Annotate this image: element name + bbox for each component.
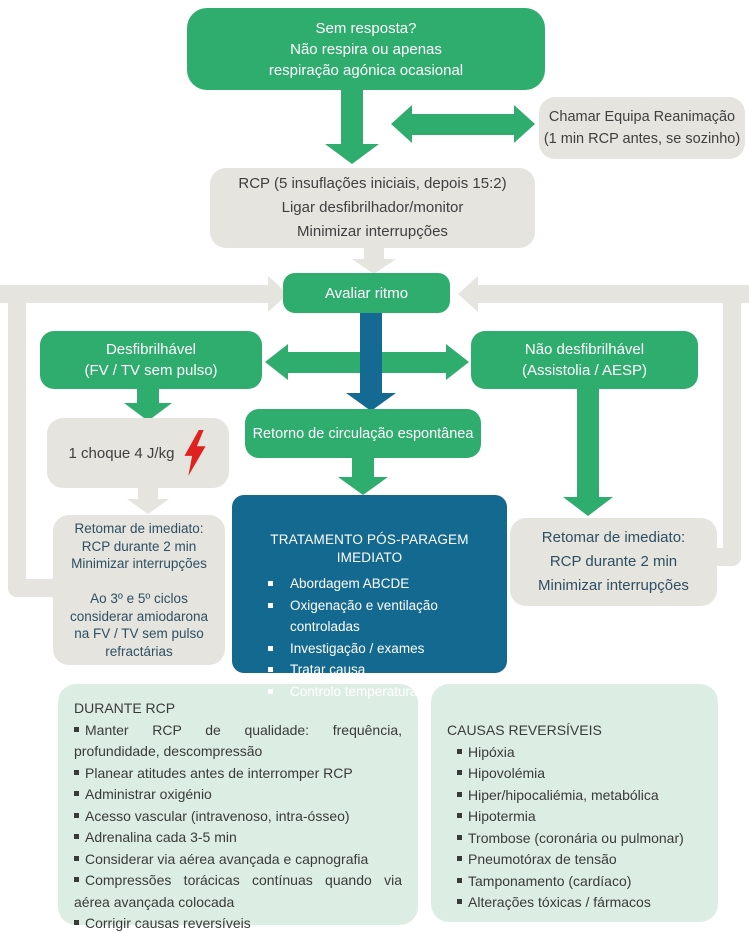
- no-response-line1: Sem resposta?: [315, 19, 417, 37]
- reversible-cause-item: [447, 806, 704, 828]
- reversible-cause-text: Pneumotórax de tensão: [468, 851, 617, 867]
- reversible-cause-text: Hipotermia: [468, 808, 536, 824]
- loop-stub-left: [8, 579, 56, 597]
- post-arrest-item: Tratar causa: [266, 659, 497, 681]
- square-bullet-icon: [74, 877, 79, 882]
- shock-box: [47, 418, 229, 488]
- arrow-rosc-to-postarrest-head-icon: [338, 477, 388, 495]
- reversible-causes-panel: [431, 684, 718, 922]
- resume-right-line3: Minimizar interrupções: [538, 577, 689, 594]
- resume-right-line1: Retomar de imediato:: [541, 529, 686, 546]
- post-arrest-item: Investigação / exames: [266, 638, 497, 660]
- arrow-cpr-to-assess-head-icon: [352, 259, 396, 274]
- during-cpr-item-text: Corrigir causas reversíveis: [85, 915, 251, 931]
- square-bullet-icon: [457, 792, 462, 797]
- arrow-cpr-to-assess: [364, 246, 384, 260]
- loop-band-left: [0, 285, 272, 303]
- reversible-cause-text: Hiper/hipocaliémia, metabólica: [468, 786, 659, 803]
- call-team-line2: (1 min RCP antes, se sozinho): [543, 131, 741, 147]
- resume-left-line7: refractárias: [105, 643, 173, 659]
- shockable-box: [40, 331, 262, 389]
- square-bullet-icon: [74, 770, 79, 775]
- arrow-call-team-left-head-icon: [391, 105, 412, 143]
- during-cpr-item-text: Considerar via aérea avançada e capnografia: [85, 850, 369, 867]
- reversible-cause-text: Tamponamento (cardíaco): [468, 872, 632, 889]
- call-team-line1: Chamar Equipa Reanimação: [548, 109, 736, 125]
- during-cpr-item: [74, 763, 402, 785]
- reversible-cause-item: [447, 871, 704, 893]
- reversible-cause-text: Trombose (coronária ou pulmonar): [468, 829, 684, 846]
- reversible-cause-item: [447, 849, 704, 871]
- during-cpr-item: [74, 849, 402, 871]
- during-cpr-item-text: Compressões torácicas contínuas quando via aérea avançada colocada: [74, 872, 402, 910]
- during-cpr-item: [74, 913, 402, 933]
- reversible-cause-item: [447, 742, 704, 764]
- arrow-shock-to-resume-head-icon: [127, 499, 169, 514]
- assess-rhythm-label: Avaliar ritmo: [324, 284, 409, 302]
- non-shockable-line1: Não desfibrilhável: [524, 341, 645, 358]
- reversible-cause-item: [447, 892, 704, 914]
- during-cpr-item-text: Manter RCP de qualidade: frequência, profundidade, descompressão: [74, 721, 402, 759]
- square-bullet-icon: [74, 834, 79, 839]
- resume-right-box: [510, 518, 717, 606]
- lightning-bolt-icon: [183, 430, 207, 476]
- square-bullet-icon: [457, 856, 462, 861]
- cpr-initial-box: [210, 168, 535, 248]
- loop-arrowhead-right-icon: [458, 276, 478, 312]
- assess-rhythm-box: [283, 273, 450, 313]
- during-cpr-item: [74, 784, 402, 806]
- arrow-nonshockable-to-resume: [577, 388, 599, 499]
- arrow-shockable-to-shock: [137, 388, 159, 404]
- square-bullet-icon: [74, 791, 79, 796]
- resume-left-line3: Minimizar interrupções: [71, 556, 207, 571]
- cpr-initial-line2: Ligar desfibrilhador/monitor: [281, 199, 464, 216]
- resume-left-line1: Retomar de imediato:: [74, 521, 204, 536]
- call-team-box: [539, 97, 745, 159]
- during-cpr-item: [74, 720, 402, 763]
- square-bullet-icon: [457, 835, 462, 840]
- during-cpr-item: [74, 806, 402, 828]
- arrow-call-team-right-head-icon: [514, 105, 535, 143]
- shockable-line1: Desfibrilhável: [105, 341, 197, 358]
- during-cpr-item-text: Planear atitudes antes de interromper RCP: [85, 764, 353, 781]
- square-bullet-icon: [457, 749, 462, 754]
- post-arrest-treatment-box: [232, 495, 507, 699]
- arrow-noresponse-to-cpr-head-icon: [325, 144, 379, 164]
- arrow-nonshockable-to-resume-head-icon: [563, 497, 613, 516]
- arrow-call-team: [410, 114, 515, 135]
- reversible-cause-item: [447, 828, 704, 850]
- square-bullet-icon: [457, 878, 462, 883]
- square-bullet-icon: [457, 899, 462, 904]
- resume-left-spacer: [53, 573, 225, 591]
- reversible-cause-text: Hipóxia: [468, 743, 515, 760]
- rosc-label: Retorno de circulação espontânea: [252, 425, 474, 442]
- square-bullet-icon: [74, 727, 79, 732]
- non-shockable-box: [471, 331, 698, 389]
- during-cpr-title: DURANTE RCP: [74, 700, 176, 716]
- resume-left-line6: na FV / TV sem pulso: [74, 626, 204, 641]
- square-bullet-icon: [74, 856, 79, 861]
- during-cpr-item-text: Administrar oxigénio: [85, 786, 212, 802]
- reversible-cause-text: Hipovolémia: [468, 765, 546, 781]
- during-cpr-item: [74, 870, 402, 913]
- arrow-noresponse-to-cpr: [341, 86, 363, 146]
- no-response-line2: Não respira ou apenas: [290, 40, 442, 58]
- shock-label: 1 choque 4 J/kg: [68, 444, 175, 462]
- loop-band-right: [478, 285, 749, 303]
- reversible-cause-text: Alterações tóxicas / fármacos: [468, 894, 651, 910]
- resume-left-line2: RCP durante 2 min: [81, 538, 197, 554]
- reversible-causes-title: CAUSAS REVERSÍVEIS: [447, 722, 602, 738]
- reversible-cause-item: [447, 785, 704, 807]
- post-arrest-item: Controlo temperatura: [266, 681, 497, 703]
- square-bullet-icon: [74, 813, 79, 818]
- arrow-rosc-to-postarrest: [352, 457, 374, 479]
- resume-right-line2: RCP durante 2 min: [549, 553, 678, 570]
- during-cpr-item-text: Adrenalina cada 3-5 min: [85, 829, 237, 845]
- arrow-assess-to-rosc: [360, 312, 382, 395]
- no-response-line3: respiração agónica ocasional: [268, 61, 464, 79]
- arrow-branches-right-head-icon: [446, 344, 469, 380]
- square-bullet-icon: [457, 813, 462, 818]
- post-arrest-item: Abordagem ABCDE: [266, 573, 497, 595]
- resume-left-line4: Ao 3º e 5º ciclos: [90, 591, 188, 606]
- square-bullet-icon: [74, 920, 79, 925]
- loop-vertical-right: [723, 285, 741, 566]
- during-cpr-panel: [58, 684, 418, 931]
- shockable-line2: (FV / TV sem pulso): [84, 362, 218, 379]
- arrow-branches-left-head-icon: [265, 344, 288, 380]
- reversible-cause-item: [447, 763, 704, 785]
- during-cpr-item-text: Acesso vascular (intravenoso, intra-ósseo): [85, 807, 350, 824]
- cpr-initial-line3: Minimizar interrupções: [297, 223, 448, 240]
- square-bullet-icon: [457, 770, 462, 775]
- resume-left-line5: considerar amiodarona: [69, 608, 209, 624]
- cpr-initial-line1: RCP (5 insuflações iniciais, depois 15:2): [238, 175, 507, 192]
- rosc-box: [245, 409, 481, 458]
- no-response-box: [187, 8, 545, 90]
- post-arrest-title: TRATAMENTO PÓS-PARAGEM IMEDIATO: [270, 532, 469, 565]
- non-shockable-line2: (Assistolia / AESP): [521, 362, 648, 379]
- during-cpr-item: [74, 827, 402, 849]
- resume-left-box: [53, 515, 225, 665]
- post-arrest-item: Oxigenação e ventilação controladas: [266, 595, 497, 638]
- loop-vertical-left: [8, 285, 26, 597]
